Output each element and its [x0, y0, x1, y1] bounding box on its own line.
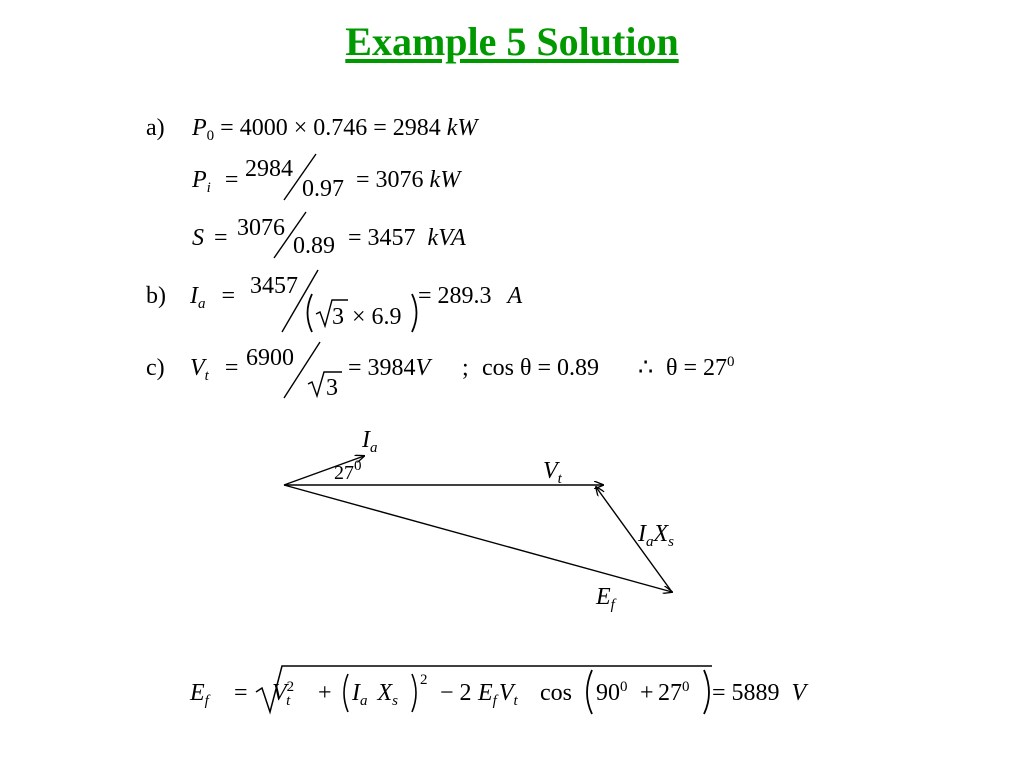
- part-c-label: c): [146, 355, 165, 381]
- ef-phasor-arrow: [284, 485, 675, 592]
- final-angle-1: [596, 681, 628, 705]
- part-c-unit: V: [415, 355, 431, 381]
- part-b-label: b): [146, 283, 166, 309]
- part-c-cos-expression: cos θ = 0.89: [482, 355, 600, 381]
- part-b-root-value: 3: [332, 304, 344, 330]
- part-a-line1-expression: = 4000 × 0.746 = 2984: [220, 115, 441, 141]
- part-a-line2-equals: =: [224, 167, 239, 193]
- final-cos: cos: [540, 680, 572, 706]
- final-angle-2-value: 27: [658, 680, 682, 706]
- part-a-line2-value: = 3076: [356, 167, 424, 193]
- part-a-line2-symbol: P: [192, 167, 207, 193]
- final-result: [712, 681, 806, 705]
- angle-label: [334, 458, 362, 485]
- angle-value: 27: [334, 462, 354, 484]
- final-plus-1: +: [318, 680, 332, 706]
- final-lhs-symbol: E: [190, 680, 205, 706]
- part-c-symbol: V: [190, 355, 205, 381]
- final-ef-subscript: f: [492, 693, 497, 709]
- final-vt-subscript: t: [286, 693, 291, 709]
- final-vt2-subscript: t: [513, 693, 518, 709]
- final-plus-2: +: [640, 680, 654, 706]
- final-xs-subscript: s: [392, 693, 399, 709]
- part-a-line3-unit: kVA: [427, 225, 466, 251]
- part-b-numerator: 3457: [250, 273, 298, 299]
- part-a-line2-unit: kW: [429, 167, 461, 193]
- iaxs-symbol-i: I: [638, 521, 646, 547]
- therefore-symbol: ∴: [638, 355, 654, 381]
- final-lhs: [190, 680, 209, 709]
- part-c-subscript: t: [204, 368, 209, 384]
- ia-symbol: I: [362, 427, 370, 453]
- part-c-theta-expression: θ = 27: [666, 355, 728, 381]
- ef-label: [596, 584, 615, 613]
- part-a-line3-equals: =: [214, 225, 228, 251]
- ia-subscript: a: [370, 440, 378, 456]
- ef-subscript: f: [610, 597, 615, 613]
- final-equals: =: [234, 680, 248, 706]
- final-angle-1-degree: 0: [620, 679, 628, 695]
- slide-title: Example 5 Solution: [345, 19, 679, 64]
- final-ef-symbol: E: [478, 680, 493, 706]
- final-result-value: = 5889: [712, 680, 780, 706]
- part-a-line1-unit: kW: [446, 115, 478, 141]
- angle-degree: 0: [354, 458, 362, 474]
- part-c-value: = 3984: [348, 355, 416, 381]
- final-ia-symbol: I: [352, 680, 360, 706]
- part-b-unit: A: [507, 283, 523, 309]
- part-a-line2-denominator: 0.97: [302, 176, 344, 202]
- iaxs-symbol-x: X: [653, 521, 669, 547]
- vt-subscript: t: [557, 471, 562, 487]
- part-a-line3-denominator: 0.89: [293, 233, 335, 259]
- final-vt2-symbol: V: [498, 680, 514, 706]
- vt-symbol: V: [543, 458, 558, 484]
- part-a-line3-value: = 3457: [348, 225, 416, 251]
- part-c-root-value: 3: [326, 375, 338, 401]
- part-b-symbol: I: [190, 283, 198, 309]
- final-term-vt: [272, 679, 295, 709]
- part-c-theta-degree: 0: [727, 354, 735, 370]
- final-minus-2: − 2: [440, 680, 472, 706]
- iaxs-subscript-a: a: [646, 534, 654, 550]
- part-a-line3-symbol: S: [192, 225, 204, 251]
- final-iaxs-power: 2: [420, 672, 428, 688]
- final-lhs-subscript: f: [204, 693, 209, 709]
- part-a-line1-symbol: P: [192, 115, 207, 141]
- final-ia-subscript: a: [360, 693, 368, 709]
- final-term-efvt: [478, 680, 518, 709]
- part-a-line2-subscript: i: [206, 180, 211, 196]
- part-b-subscript: a: [198, 296, 206, 312]
- final-vt-symbol: V: [272, 680, 287, 706]
- part-a-line2-numerator: 2984: [245, 156, 293, 182]
- part-b-equals: =: [221, 283, 236, 309]
- part-a-label: a): [146, 115, 165, 141]
- final-xs-symbol: X: [377, 680, 393, 706]
- final-angle-2: [658, 681, 690, 705]
- part-b-denominator-rest: × 6.9: [352, 304, 402, 330]
- vt-label: [543, 458, 562, 487]
- part-c-equals: =: [224, 355, 239, 381]
- ef-symbol: E: [596, 584, 611, 610]
- final-angle-2-degree: 0: [682, 679, 690, 695]
- final-term-iaxs: [352, 680, 399, 709]
- final-angle-1-value: 90: [596, 680, 620, 706]
- part-c-numerator: 6900: [246, 345, 294, 371]
- part-a-line1-subscript: 0: [206, 128, 215, 144]
- ia-label: [362, 427, 378, 456]
- part-a-line3-numerator: 3076: [237, 215, 285, 241]
- part-b-value: = 289.3: [418, 283, 492, 309]
- final-result-unit: V: [791, 680, 807, 706]
- final-vt-power: 2: [286, 679, 295, 695]
- part-c-separator: ;: [462, 355, 469, 381]
- iaxs-label: [638, 521, 675, 550]
- iaxs-subscript-s: s: [668, 534, 675, 550]
